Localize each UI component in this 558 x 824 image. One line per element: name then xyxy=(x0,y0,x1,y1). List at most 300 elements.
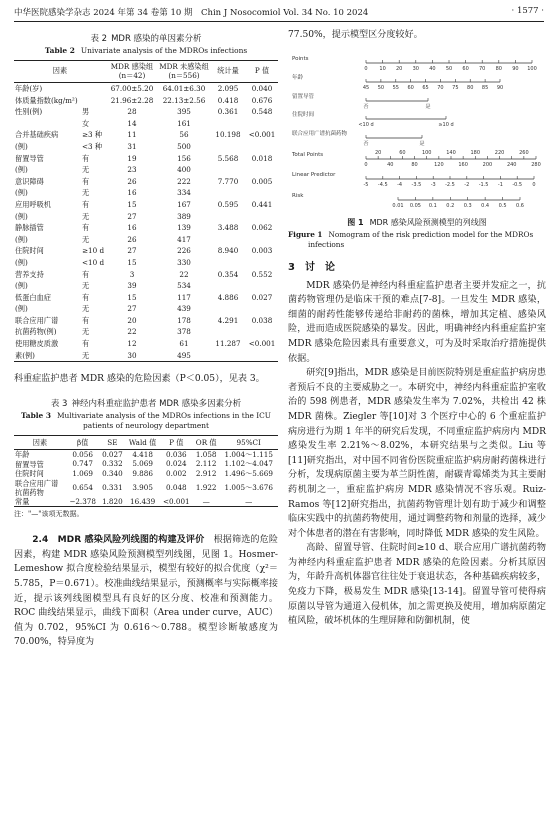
cell: 0.747 xyxy=(72,459,93,469)
cell-level: 无 xyxy=(82,350,90,360)
nomogram-tick-label: 65 xyxy=(422,84,429,91)
cell-s: 11.287 xyxy=(215,339,241,349)
cell-factor: 抗菌药物(例) xyxy=(15,327,57,337)
nomogram-tick-label: 120 xyxy=(434,161,444,168)
cell: 1.005～3.676 xyxy=(224,482,273,492)
cell: 1.102～4.047 xyxy=(224,459,273,469)
cell-a: 11 xyxy=(127,130,137,140)
nomogram-tick-label: 40 xyxy=(429,65,436,72)
cell-factor xyxy=(14,118,81,130)
nomogram-tick-label: 40 xyxy=(387,161,394,168)
cell-a: 21.96±2.28 xyxy=(110,95,154,105)
nomogram-tick-label: 90 xyxy=(512,65,519,72)
cell-s xyxy=(210,234,246,246)
cell-s: 5.568 xyxy=(217,153,239,163)
t3-header-3: Wald 值 xyxy=(126,435,160,449)
cell-a: 27 xyxy=(127,304,137,314)
table-row xyxy=(14,469,278,479)
cell-s: 4.291 xyxy=(217,315,239,325)
cell: 0.036 xyxy=(166,449,187,459)
cell: 0.048 xyxy=(166,482,187,492)
discussion-paragraph-2: 研究[9]指出，MDR 感染是目前医院特别是重症监护病房患者预后不良的主要威胁之一。本研究中，神经内科重症监护室收治的 598 例患者，MDR 感染发生率为 7.02%，共检出 42 株 MDR 菌株。Ziegler 等[10]对 3 个医疗中心的 6 个重症监护病房进行为期 1 年半的研究后发现，不同重症监护病房内 MDR 感染发生率 2.21%～8.02%，本研究结果与之类似。Liu 等[11]研究指出，对中国不同省份医院重症监护病房耐药菌株进行分析，发现病原菌主要为革兰阴性菌，耐碳青霉烯类为其主要耐药机制之一，重症监护病房 MDR 感染情况不容乐观。Ruiz-Ramos 等[12]研究指出，抗菌药物管理计划有助于减少和调整临床实践中的抗菌药物使用，通过调整药物和剂量的选择，减少对个体患者的潜在有害影响，同时降低 MDR 感染的发生风险。 xyxy=(288,368,546,539)
cell-b: 156 xyxy=(177,153,191,163)
cell: 1.004～1.115 xyxy=(224,449,273,459)
cell: 4.418 xyxy=(132,449,153,459)
cell-level xyxy=(81,95,106,107)
nomogram-tick-label: 0.05 xyxy=(409,202,421,209)
cell-level: 有 xyxy=(82,269,90,279)
cell-p: 0.548 xyxy=(251,107,273,117)
nomogram-tick-label: -2.5 xyxy=(445,181,455,188)
discussion-paragraph-3: 高龄、留置导管、住院时间≥10 d、联合应用广谱抗菌药物为神经内科重症监护患者 MDR 感染的危险因素。分析其原因为，年龄升高机体器官往往处于衰退状态，各种基础疾病较多，免疫力下降，极易发生 MDR 感染[13-14]。留置导管可使得病原菌以导管为通道入侵机体，加之需更换及使用，增加病原菌定植风险，破坏机体的生理屏障和防御机制，使 xyxy=(288,543,546,627)
nomogram-tick-label: 60 xyxy=(407,84,414,91)
cell: 0.654 xyxy=(72,482,93,492)
cell-p: 0.018 xyxy=(251,153,273,163)
cell-level: 无 xyxy=(82,327,90,337)
nomogram-tick-label: -0.5 xyxy=(512,181,523,188)
cell-factor: 静脉插管 xyxy=(15,223,44,233)
cell-s xyxy=(210,141,246,153)
table-row xyxy=(14,83,278,95)
cell-p: <0.001 xyxy=(248,130,276,140)
cell-s: 0.595 xyxy=(217,199,239,209)
cell-a: 3 xyxy=(129,269,135,279)
cell: 常量 xyxy=(15,496,30,506)
cell-level: ≥10 d xyxy=(82,246,105,256)
nomogram-tick-label: 85 xyxy=(481,84,489,91)
cell-factor: 联合应用广谱 xyxy=(15,315,59,325)
nomogram-tick-label: 100 xyxy=(421,149,432,156)
left-column xyxy=(14,30,278,650)
section-2-4-heading: 2.4 MDR 感染风险列线图的构建及评价 xyxy=(32,535,205,546)
cell-p: 0.676 xyxy=(251,95,273,105)
table-row xyxy=(14,234,278,246)
nomogram-tick-label: 20 xyxy=(374,149,382,156)
cell-factor: (例) xyxy=(15,165,28,175)
cell-b: 495 xyxy=(177,350,191,360)
cell-p xyxy=(246,141,278,153)
cell: 留置导管 xyxy=(15,459,44,469)
nomogram-figure xyxy=(288,49,546,215)
t2-header-p: P 值 xyxy=(246,61,278,83)
cell-factor: 体质量指数(kg/m²) xyxy=(15,95,78,105)
table-row xyxy=(14,459,278,469)
cell-p xyxy=(246,326,278,338)
cell-b: 64.01±6.30 xyxy=(162,84,206,93)
nomogram-tick-label: 200 xyxy=(482,161,493,168)
cell-b: 22.13±2.56 xyxy=(162,95,206,105)
cell-s xyxy=(210,280,246,292)
cell-level xyxy=(81,83,106,95)
nomogram-tick-label: -4.5 xyxy=(377,181,388,188)
cell-s xyxy=(210,118,246,130)
table-row xyxy=(14,280,278,292)
cell-s: 3.488 xyxy=(217,223,239,233)
table3-body xyxy=(14,449,278,506)
cell-s: 7.770 xyxy=(217,176,239,186)
t3-header-2: SE xyxy=(99,435,125,449)
cell: −2.378 xyxy=(69,496,96,506)
cell-level: 有 xyxy=(82,339,90,349)
cell-s: 8.940 xyxy=(217,246,239,256)
nomogram-tick-label: 0.4 xyxy=(481,202,490,209)
cell-a: 27 xyxy=(127,246,137,256)
cell: 0.056 xyxy=(72,449,93,459)
t3-header-4: P 值 xyxy=(160,435,193,449)
table-row xyxy=(14,141,278,153)
cell-p xyxy=(246,234,278,246)
t3-header-0: 因素 xyxy=(14,435,66,449)
t3-header-1: β值 xyxy=(66,435,99,449)
cell-b: 534 xyxy=(177,281,191,291)
cell-level: 无 xyxy=(82,165,90,175)
figure1-caption-en: Figure 1 Nomogram of the risk prediction model for the MDROs infections xyxy=(288,229,534,249)
nomogram-tick-label: 0 xyxy=(532,181,536,188)
nomogram-tick-label: -1 xyxy=(497,181,503,188)
cell: 0.332 xyxy=(102,459,123,469)
cell-b: 167 xyxy=(177,199,191,209)
t2-header-mdr: MDR 感染组 (n＝42) xyxy=(106,61,158,83)
cell: 年龄 xyxy=(15,450,30,460)
cell-level: 女 xyxy=(82,118,90,128)
table-row xyxy=(14,245,278,257)
cell: 3.905 xyxy=(132,482,153,492)
cell-factor: (例) xyxy=(15,141,28,151)
cell-s xyxy=(210,303,246,315)
cell-p: 0.062 xyxy=(251,223,273,233)
t2-header-nonmdr: MDR 未感染组 (n＝556) xyxy=(158,61,210,83)
cell-level: 无 xyxy=(82,304,90,314)
cell-b: 161 xyxy=(177,118,191,128)
cell: 5.069 xyxy=(132,459,153,469)
table-row xyxy=(14,350,278,362)
cell-b: 334 xyxy=(177,188,191,198)
cell: 2.912 xyxy=(195,469,217,479)
cell-a: 22 xyxy=(127,327,137,337)
cell-p xyxy=(246,211,278,223)
cell-a: 26 xyxy=(127,176,137,186)
cell-b: 117 xyxy=(177,292,191,302)
cell: 1.820 xyxy=(102,496,123,506)
nomogram-tick-label: 240 xyxy=(506,161,517,168)
cell-level: ≥3 种 xyxy=(82,130,103,140)
table-row xyxy=(14,211,278,223)
table2 xyxy=(14,60,278,362)
nomogram-tick-label: 60 xyxy=(462,65,469,72)
nomogram-tick-label: 100 xyxy=(527,65,537,72)
cell-p xyxy=(246,303,278,315)
nomogram-tick-label: 70 xyxy=(479,65,486,72)
table-row xyxy=(14,326,278,338)
cell-p xyxy=(246,350,278,362)
cell: 9.886 xyxy=(132,469,153,479)
nomogram-tick-label: 45 xyxy=(362,84,370,91)
cell-level: 有 xyxy=(82,292,90,302)
t2-header-stat: 统计量 xyxy=(210,61,246,83)
cell-p xyxy=(246,187,278,199)
nomogram-tick-label: 0 xyxy=(364,161,368,168)
nomogram-tick-label: 0.2 xyxy=(446,202,455,209)
section-3-heading: 3 讨 论 xyxy=(288,261,335,273)
cell-factor: 年龄(岁) xyxy=(15,84,43,93)
cell-a: 16 xyxy=(127,223,137,233)
nomogram-row-label: 住院时间 xyxy=(292,111,315,118)
cell-level: <10 d xyxy=(82,257,105,267)
cell: 1.496～5.669 xyxy=(224,469,273,479)
t2-header-factor: 因素 xyxy=(14,61,106,83)
nomogram-tick-label: 260 xyxy=(519,149,529,156)
cell-a: 30 xyxy=(127,350,137,360)
table-row xyxy=(14,95,278,107)
cell-level: 男 xyxy=(82,107,90,117)
table3-note: 注："—"该项无数据。 xyxy=(14,510,84,519)
t3-header-5: OR 值 xyxy=(193,435,219,449)
cell-level: 无 xyxy=(82,234,90,244)
nomogram-row-label: 留置导管 xyxy=(292,93,315,100)
cell-a: 14 xyxy=(127,118,137,128)
cell-factor: 低蛋白血症 xyxy=(15,292,51,302)
cell-p xyxy=(246,257,278,269)
cell-factor: (例) xyxy=(15,304,28,314)
cell: 联合应用广谱抗菌药物 xyxy=(15,478,59,497)
nomogram-tick-label: 180 xyxy=(470,149,481,156)
cell-a: 26 xyxy=(127,234,137,244)
cell: 1.069 xyxy=(72,469,93,479)
cell-a: 31 xyxy=(127,141,137,151)
nomogram-row-label: 年龄 xyxy=(292,74,304,81)
nomogram-tick-label: 50 xyxy=(377,84,385,91)
nomogram-tick-label: 280 xyxy=(531,161,541,168)
table-row xyxy=(14,315,278,327)
cell-a: 16 xyxy=(127,188,137,198)
cell-level: 无 xyxy=(82,188,90,198)
cell-b: 56 xyxy=(179,130,189,140)
table-row xyxy=(14,292,278,304)
cell: 16.439 xyxy=(130,496,156,506)
nomogram-tick-label: 220 xyxy=(494,149,505,156)
cell-s: 4.886 xyxy=(217,292,239,302)
nomogram-tick-label: 是 xyxy=(419,140,425,147)
table-row xyxy=(14,479,278,497)
nomogram-tick-label: 0.1 xyxy=(428,202,437,209)
nomogram-tick-label: 0.3 xyxy=(463,202,472,209)
nomogram-row-label: 联合应用广谱抗菌药物 xyxy=(292,130,348,137)
cell-s: 0.418 xyxy=(217,95,239,105)
cell-b: 439 xyxy=(177,304,191,314)
cell-factor: (例) xyxy=(15,188,28,198)
cell-p: <0.001 xyxy=(248,339,276,349)
cell-level: 无 xyxy=(82,281,90,291)
table-row xyxy=(14,106,278,118)
table-row xyxy=(14,338,278,350)
cell: — xyxy=(245,496,253,506)
cell-s: 0.361 xyxy=(217,107,239,117)
table-row xyxy=(14,269,278,281)
table-row xyxy=(14,176,278,188)
cell-a: 15 xyxy=(127,257,137,267)
cell-p xyxy=(246,118,278,130)
discussion-paragraph-1: MDR 感染仍是神经内科重症监护患者主要并发症之一，抗菌药物管理仍是临床干预的难点[7-8]。一旦发生 MDR 感染，细菌的耐药性能够传递给非耐药的菌株，增加其定植、感染风险，进而造成医院感染的暴发。因此，明确神经内科重症监护室 MDR 感染危险因素具有重要意义，可为及时采取治疗措施提供依据。 xyxy=(288,280,546,364)
nomogram-tick-label: 80 xyxy=(411,161,418,168)
cell: 1.922 xyxy=(195,482,217,492)
cell-s xyxy=(210,326,246,338)
cell-b: 61 xyxy=(179,339,189,349)
cell-factor: (例) xyxy=(15,234,28,244)
cell-b: 222 xyxy=(177,176,191,186)
table-row xyxy=(14,497,278,507)
table-row xyxy=(14,222,278,234)
cell-level: 无 xyxy=(82,211,90,221)
cell-s xyxy=(210,164,246,176)
nomogram-tick-label: 140 xyxy=(446,149,456,156)
table2-caption-en: Table 2 Univariate analysis of the MDROs infections xyxy=(44,46,248,55)
cell: 1.058 xyxy=(195,449,217,459)
cell-a: 28 xyxy=(127,107,137,117)
cell-b: 395 xyxy=(177,107,191,117)
table-row xyxy=(14,129,278,141)
table2-caption-cn: 表 2 MDR 感染的单因素分析 xyxy=(90,34,202,44)
cell-b: 226 xyxy=(177,246,191,256)
nomogram-tick-label: -4 xyxy=(397,181,403,188)
nomogram-row-label: Points xyxy=(292,55,309,62)
cell-factor: (例) xyxy=(15,257,28,267)
nomogram-tick-label: 20 xyxy=(396,65,403,72)
nomogram-row-label: Total Points xyxy=(292,151,324,158)
cell-b: 178 xyxy=(177,315,191,325)
cell-a: 20 xyxy=(127,315,137,325)
nomogram-tick-label: 否 xyxy=(363,140,369,147)
nomogram-tick-label: -5 xyxy=(363,181,369,188)
nomogram-tick-label: 0.01 xyxy=(392,202,404,209)
cell: 住院时间 xyxy=(15,469,44,479)
table2-body xyxy=(14,83,278,362)
nomogram-tick-label: -3 xyxy=(430,181,436,188)
t3-header-6: 95%CI xyxy=(219,435,278,449)
cell-s xyxy=(210,350,246,362)
table3-caption-en: Table 3 Multivariate analysis of the MDROs infections in the ICU patients of neurology department xyxy=(20,410,272,430)
cell: 0.027 xyxy=(102,449,123,459)
table-row xyxy=(14,187,278,199)
cell-level: 有 xyxy=(82,153,90,163)
page-number: · 1577 · xyxy=(511,6,544,16)
cell-p: 0.005 xyxy=(251,176,273,186)
cell-factor: 营养支持 xyxy=(15,269,44,279)
nomogram-tick-label: 70 xyxy=(437,84,444,91)
nomogram-svg xyxy=(288,49,546,215)
cell: 0.340 xyxy=(102,469,123,479)
cell-factor: (例) xyxy=(15,281,28,291)
nomogram-tick-label: 30 xyxy=(412,65,419,72)
cell-p: 0.552 xyxy=(251,269,273,279)
cell-level: 有 xyxy=(82,315,90,325)
paragraph-after-table2: 科重症监护患者 MDR 感染的危险因素（P＜0.05），见表 3。 xyxy=(14,374,265,385)
cell-s: 0.354 xyxy=(217,269,239,279)
figure1-caption-cn: 图 1 MDR 感染风险预测模型的列线图 xyxy=(347,217,487,227)
table-row xyxy=(14,153,278,165)
table-row xyxy=(14,257,278,269)
section-2-4-text: 根据筛选的危险因素，构建 MDR 感染风险预测模型列线图，见图 1。Hosmer-Lemeshow 拟合度检验结果显示，模型有较好的拟合优度（χ²＝5.785，P＝0.671）。校准曲线结果显示，预测概率与实际概率接近，提示该列线图模型具有良好的区分度、校准和预测能力。ROC 曲线结果显示，曲线下面积（Area under curve，AUC）值为 0.702，95%CI 为 0.616～0.788。模型诊断敏感度为 70.00%，特异度为 xyxy=(14,535,278,648)
cell: 0.331 xyxy=(102,482,123,492)
nomogram-tick-label: 80 xyxy=(495,65,502,72)
cell-b: 139 xyxy=(177,223,191,233)
cell-factor: 留置导管 xyxy=(15,153,44,163)
cell-factor: 意识障碍 xyxy=(15,176,44,186)
nomogram-tick-label: 否 xyxy=(363,103,369,110)
right-column xyxy=(288,28,546,629)
cell-p: 0.003 xyxy=(251,246,273,256)
table-row xyxy=(14,118,278,130)
right-top-text: 77.50%，提示模型区分度较好。 xyxy=(288,30,423,40)
nomogram-row-label: Linear Predictor xyxy=(292,171,336,178)
nomogram-tick-label: -3.5 xyxy=(411,181,422,188)
nomogram-tick-label: 55 xyxy=(392,84,399,91)
nomogram-tick-label: 80 xyxy=(467,84,474,91)
cell-factor: 性别(例) xyxy=(15,107,43,117)
cell-s: 10.198 xyxy=(215,130,241,140)
cell-p: 0.040 xyxy=(251,84,273,93)
cell: <0.001 xyxy=(163,496,190,506)
cell-factor: 使用糖皮质激 xyxy=(15,339,59,349)
cell-level: 有 xyxy=(82,176,90,186)
cell-p: 0.038 xyxy=(251,315,273,325)
cell-p: 0.027 xyxy=(251,292,273,302)
nomogram-tick-label: 是 xyxy=(425,103,431,110)
cell-b: 389 xyxy=(177,211,191,221)
cell-b: 378 xyxy=(177,327,191,337)
table-row xyxy=(14,199,278,211)
cell-a: 12 xyxy=(127,339,137,349)
cell-b: 400 xyxy=(177,165,191,175)
cell: 0.002 xyxy=(166,469,187,479)
cell-a: 39 xyxy=(127,281,137,291)
cell-level: <3 种 xyxy=(82,141,103,151)
nomogram-tick-label: -2 xyxy=(464,181,470,188)
cell-s xyxy=(210,211,246,223)
cell-b: 500 xyxy=(177,141,191,151)
nomogram-tick-label: 60 xyxy=(399,149,406,156)
cell-a: 27 xyxy=(127,211,137,221)
table3 xyxy=(14,435,278,507)
nomogram-tick-label: 75 xyxy=(452,84,459,91)
cell-s: 2.095 xyxy=(217,84,239,93)
page-header xyxy=(14,6,544,22)
cell-p xyxy=(246,280,278,292)
cell-a: 23 xyxy=(127,165,137,175)
nomogram-tick-label: -1.5 xyxy=(478,181,489,188)
cell: 2.112 xyxy=(195,459,217,469)
table-row xyxy=(14,449,278,459)
cell-level: 有 xyxy=(82,199,90,209)
nomogram-tick-label: 90 xyxy=(496,84,504,91)
cell-a: 67.00±5.20 xyxy=(110,84,154,93)
table3-caption-cn: 表 3 神经内科重症监护患者 MDR 感染多因素分析 xyxy=(50,398,242,409)
cell-b: 330 xyxy=(177,257,191,267)
table-row xyxy=(14,303,278,315)
nomogram-row-label: Risk xyxy=(292,192,304,199)
section-2-4 xyxy=(14,533,278,650)
table-row xyxy=(14,164,278,176)
cell-factor: 应用呼吸机 xyxy=(15,199,51,209)
cell: 0.024 xyxy=(166,459,187,469)
cell-factor: (例) xyxy=(15,211,28,221)
journal-running-head: 中华医院感染学杂志 2024 年第 34 卷第 10 期 Chin J Nosocomiol Vol. 34 No. 10 2024 xyxy=(14,8,369,18)
cell-p: 0.441 xyxy=(251,199,273,209)
nomogram-tick-label: 0 xyxy=(364,65,368,72)
nomogram-tick-label: 0.6 xyxy=(516,202,524,209)
cell-level: 有 xyxy=(82,223,90,233)
nomogram-tick-label: 160 xyxy=(458,161,468,168)
cell-s xyxy=(210,187,246,199)
